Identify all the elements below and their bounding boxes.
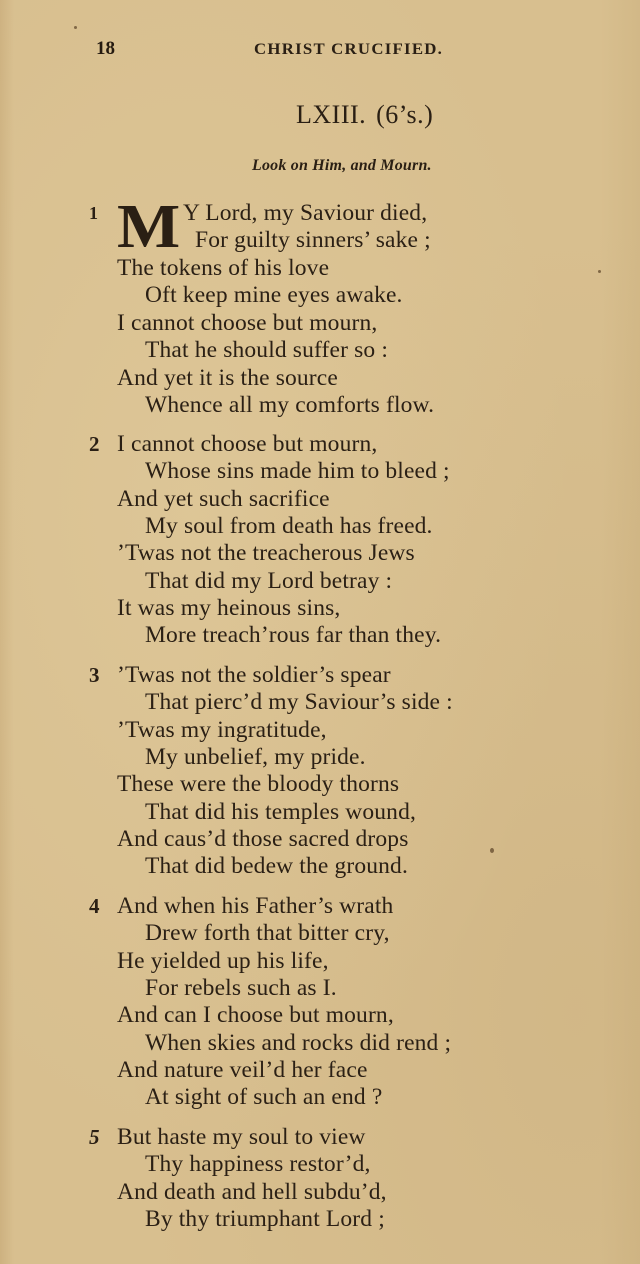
verse-line: That did his temples wound, xyxy=(145,799,417,825)
running-title: CHRIST CRUCIFIED. xyxy=(254,41,444,58)
verse-line: At sight of such an end ? xyxy=(145,1084,383,1110)
verse-number: 3 xyxy=(89,663,100,687)
verse-line: Y Lord, my Saviour died, xyxy=(183,200,428,226)
verse-line: That did bedew the ground. xyxy=(145,853,408,879)
verse-line: By thy triumphant Lord ; xyxy=(145,1206,385,1232)
verse-number: 4 xyxy=(89,894,100,918)
verse-line: I cannot choose but mourn, xyxy=(117,431,378,457)
verse-line: My soul from death has freed. xyxy=(145,513,433,539)
verse-line: Oft keep mine eyes awake. xyxy=(145,282,403,308)
verse-line: ’Twas not the soldier’s spear xyxy=(117,662,391,688)
verse-line: These were the bloody thorns xyxy=(117,771,400,797)
verse-line: ’Twas not the treacherous Jews xyxy=(117,540,415,566)
verse-line: Whose sins made him to bleed ; xyxy=(145,458,450,484)
verse-line: That he should suffer so : xyxy=(145,337,388,363)
verse-line: More treach’rous far than they. xyxy=(145,622,442,648)
verse-line: And nature veil’d her face xyxy=(117,1057,368,1083)
hymn-meter: (6’s.) xyxy=(376,100,434,129)
verse-line: And death and hell subdu’d, xyxy=(117,1179,387,1205)
verse-line: When skies and rocks did rend ; xyxy=(145,1030,452,1056)
verse-number: 2 xyxy=(89,432,100,456)
verse-line: My unbelief, my pride. xyxy=(145,744,366,770)
drop-cap: M xyxy=(117,193,181,261)
verse-line: The tokens of his love xyxy=(117,255,330,281)
verse-line: That pierc’d my Saviour’s side : xyxy=(145,689,453,715)
verse-line: And caus’d those sacred drops xyxy=(117,826,409,852)
hymn-number: LXIII. xyxy=(296,100,367,129)
verse-line: And can I choose but mourn, xyxy=(117,1002,394,1028)
verse-line: That did my Lord betray : xyxy=(145,568,393,594)
verse-line: Drew forth that bitter cry, xyxy=(145,920,390,946)
verse-line: And when his Father’s wrath xyxy=(117,893,394,919)
hymn-heading xyxy=(0,100,640,130)
verse-line: And yet it is the source xyxy=(117,365,338,391)
paper-speck xyxy=(490,848,494,853)
verse-line: Thy happiness restor’d, xyxy=(145,1151,371,1177)
verse-number: 1 xyxy=(89,203,98,223)
verse-line: And yet such sacrifice xyxy=(117,486,330,512)
paper-speck xyxy=(598,270,601,273)
verse-line: It was my heinous sins, xyxy=(117,595,341,621)
verse-line: For guilty sinners’ sake ; xyxy=(195,227,431,253)
verse-number: 5 xyxy=(89,1125,100,1149)
hymn-subtitle: Look on Him, and Mourn. xyxy=(252,157,432,174)
verse-line: Whence all my comforts flow. xyxy=(145,392,435,418)
verse-line: But haste my soul to view xyxy=(117,1124,366,1150)
verse-line: He yielded up his life, xyxy=(117,948,329,974)
verse-line: ’Twas my ingratitude, xyxy=(117,717,327,743)
running-header xyxy=(96,38,516,62)
verse-line: I cannot choose but mourn, xyxy=(117,310,378,336)
paper-speck xyxy=(74,26,77,29)
page-number: 18 xyxy=(96,38,115,59)
verse-line: For rebels such as I. xyxy=(145,975,337,1001)
